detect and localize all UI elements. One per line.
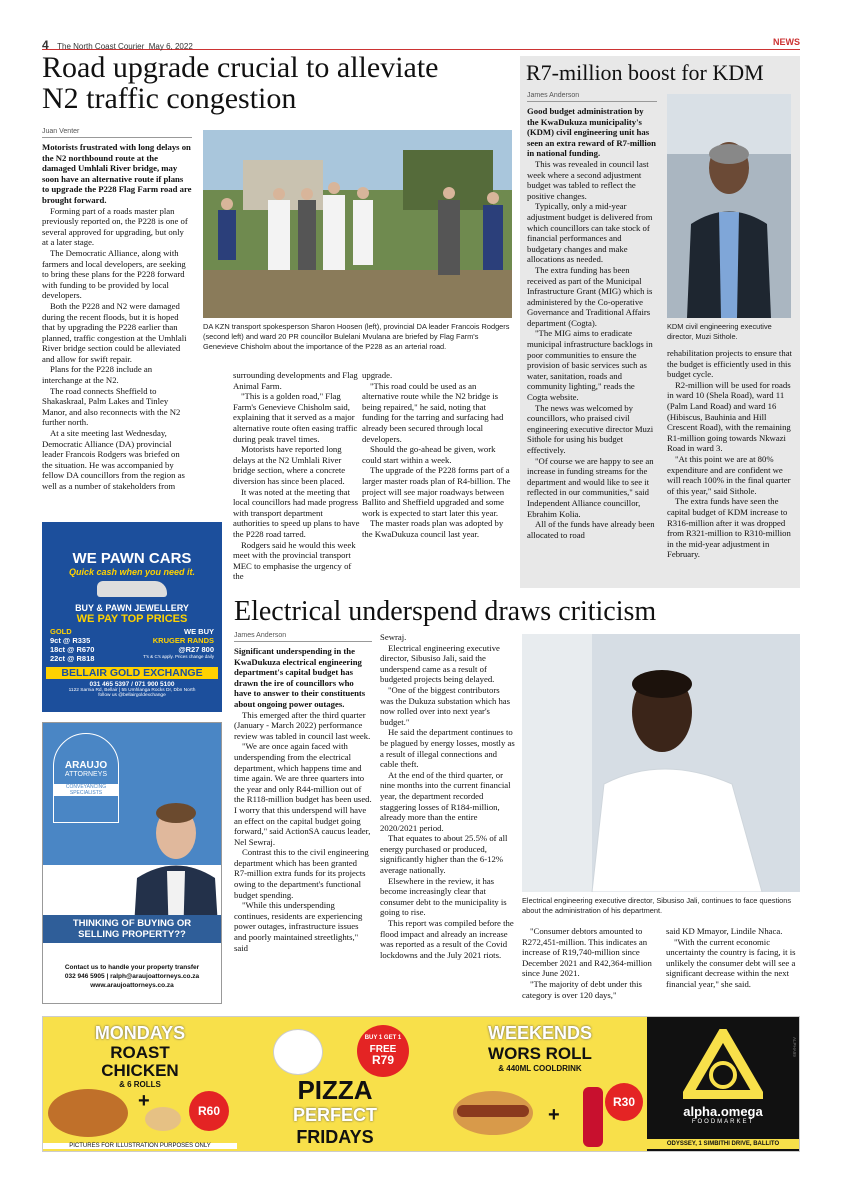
paragraph: The extra funds have seen the capital budget of KDM increase to R316-million after it was dropped from R321-million to R310-million in the mid-year adjustment in February. [667, 496, 791, 560]
paragraph: "This is a golden road," Flag Farm's Genevieve Chisholm said, explaining that it served as a major alternative route often easing traffic during peak travel times. [233, 391, 358, 444]
price-badge-r30 [605, 1083, 643, 1121]
mondays-panel [43, 1017, 237, 1152]
ad-code: ALPHA99 [792, 1037, 797, 1057]
paragraph: It was noted at the meeting that local councillors had made progress with transport department authorities to speed up plans to have the P228 road tarred. [233, 486, 360, 539]
gold-price: 18ct @ R670 [50, 645, 95, 654]
paragraph: Typically, only a mid-year adjustment budget is delivered from which councillors can take stock of financial performances and budgetary changes and make allocations as needed. [527, 201, 653, 265]
kruger-price: @R27 800 [178, 645, 214, 654]
pawn-ad-brand: BELLAIR GOLD EXCHANGE [46, 667, 218, 679]
paragraph: "At this point we are at 80% expenditure and are confident we will reach 100% in the final quarter of this year," said Sithole. [667, 453, 791, 496]
kruger-label: KRUGER RANDS [152, 636, 214, 645]
price-r30: R30 [612, 1095, 635, 1109]
mondays-label: MONDAYS [94, 1023, 186, 1043]
we-buy-label: WE BUY [184, 627, 214, 636]
araujo-headline-line: SELLING PROPERTY?? [78, 929, 186, 940]
buy1-label: BUY 1 GET 1 [364, 1035, 402, 1041]
alpha-omega-logo-icon [683, 1029, 763, 1099]
buy1-badge [357, 1025, 409, 1077]
story2-photo [667, 94, 791, 318]
story3-column-1 [234, 632, 372, 953]
weekends-label: WEEKENDS [487, 1023, 592, 1043]
pawn-ad-prices [42, 625, 222, 665]
alpha-omega-ad[interactable] [42, 1016, 800, 1152]
paragraph: All of the funds have already been allocated to road [527, 519, 655, 540]
alpha-omega-sub: FOODMARKET [691, 1119, 755, 1125]
paragraph: Motorists frustrated with long delays on the N2 northbound route at the damaged Umhlali River bridge, may soon have an alternative route if plans to upgrade the P228 Flag Farm road are brought forward. [42, 142, 192, 205]
paragraph: Should the go-ahead be given, work could start within a week. [362, 444, 496, 465]
paragraph: The extra funding has been received as part of the Municipal Infrastructure Grant (MIG) which is administered by the Co-operative Governance and Traditional Affairs department (Cogta). [527, 264, 653, 328]
chicken-label: CHICKEN [101, 1061, 179, 1080]
gold-prices [50, 627, 94, 663]
araujo-web: www.araujoattorneys.co.za [90, 982, 174, 989]
story1-headline-line1: Road upgrade crucial to alleviate [42, 51, 439, 84]
pawn-ad-address: 1122 Sarnia Rd, Bellair | 55 Umhlanga Rocks Dr, Dbn North [68, 688, 196, 693]
price-r60: R60 [197, 1104, 220, 1118]
story3-headline: Electrical underspend draws criticism [234, 596, 657, 627]
paragraph: said KD Mmayor, Lindile Nhaca. [666, 926, 783, 936]
araujo-header [43, 723, 221, 865]
chef-icon [273, 1029, 323, 1075]
story3-caption: Electrical engineering executive director, Sibusiso Jali, continues to face questions about the administration of his department. [522, 896, 792, 915]
gold-label: GOLD [50, 627, 72, 636]
paragraph: "This road could be used as an alternative route while the N2 bridge is being repaired," he said, noting that funding for the tarring and surfacing had already been secured through local developers. [362, 380, 504, 444]
araujo-tag: SPECIALISTS [54, 790, 118, 796]
paragraph: The Democratic Alliance, along with farmers and local developers, are seeking to bring these plans for the P228 forward with funding to be provided by local developers. [42, 247, 186, 301]
car-icon [97, 581, 167, 597]
alpha-omega-name: alpha.omega [683, 1104, 763, 1119]
paragraph: At a site meeting last Wednesday, Democratic Alliance (DA) provincial leader Francois Rodgers was briefed on the situation. He was accompanied by fellow DA councillors from the region as well as a number of stakeholders from [42, 428, 185, 491]
araujo-contact-line: Contact us to handle your property transfer [64, 964, 200, 971]
rolls-label: & 6 ROLLS [119, 1080, 161, 1089]
araujo-brand-sub: ATTORNEYS [64, 771, 108, 778]
pizza-label: PIZZA [297, 1075, 373, 1105]
kruger-prices [143, 627, 214, 663]
paragraph: Forming part of a roads master plan previously reported on, the P228 is one of several approved for upgrading, but only at a later stage. [42, 205, 188, 248]
price-badge-r60 [189, 1091, 229, 1131]
alpha-omega-brand-panel [647, 1017, 799, 1152]
paragraph: That equates to about 25.5% of all energy purchased or produced, significantly higher than the 6-12% average nationally. [380, 833, 508, 876]
paragraph: "While this underspending continues, residents are experiencing power outages, infrastructure issues and poorly maintained streetlights," said [234, 900, 363, 953]
section-label: NEWS [773, 37, 800, 47]
paragraph: "The majority of debt under this category is over 120 days," [522, 978, 642, 1000]
price-r79: R79 [371, 1053, 394, 1067]
paragraph: surrounding developments and Flag Animal Farm. [233, 370, 358, 391]
pizza-panel [237, 1017, 433, 1152]
pawn-ad-phones: 031 465 5397 / 071 900 5100 [89, 681, 175, 688]
illustration-note: PICTURES FOR ILLUSTRATION PURPOSES ONLY [43, 1143, 237, 1149]
story3-byline: James Anderson [234, 632, 372, 642]
story1-column-3 [362, 370, 512, 540]
story2-headline: R7-million boost for KDM [526, 60, 764, 85]
araujo-phone: 032 946 5905 | ralph@araujoattorneys.co.za [64, 973, 200, 980]
paragraph: The upgrade of the P228 forms part of a larger master roads plan of R4-billion. The project will see major roadways between Ballito and Sheffield upgraded and some work is expected to start later this year. [362, 465, 511, 518]
story2-caption: KDM civil engineering executive director, Muzi Sithole. [667, 322, 772, 341]
story3-column-2 [380, 632, 515, 960]
araujo-ad[interactable] [42, 722, 222, 1004]
paragraph: "We are once again faced with underspending from the electrical department, which happens time and time again. We are three quarters into the year and only R44-million out of the R118-million budget has been used. I worry that this underspend will have an effect on the capital budget going forward," said ActionSA caucus leader, Nel Sewraj. [234, 741, 372, 847]
paragraph: rehabilitation projects to ensure that the budget is efficiently used in this budget cycle. [667, 348, 792, 380]
story2-column-2 [667, 348, 795, 560]
story1-column-1 [42, 128, 192, 492]
paragraph: "With the current economic uncertainty the country is facing, it is unlikely the consumer debt will see a significant decrease within the next financial year," she said. [666, 936, 796, 989]
pawn-ad-social: follow us @bellairgoldexchange [98, 693, 166, 698]
svg-text:+: + [548, 1104, 560, 1126]
paragraph: At the end of the third quarter, or nine months into the current financial year, the department recorded staggering losses of R184-million, already more than the entire 2020/2021 period. [380, 769, 511, 833]
terms-text: T's & C's apply. Prices change daily [143, 654, 214, 659]
story3-photo [522, 634, 800, 892]
paragraph: Significant underspending in the KwaDukuza electrical engineering department's capital budget has drawn the ire of councillors who have to answer to their constituents about ongoing power outages. [234, 646, 366, 709]
paragraph: He said the department continues to be plagued by energy losses, mostly as a result of illegal connections and cable theft. [380, 727, 515, 770]
paragraph: Sewraj. [380, 632, 407, 642]
paragraph: Elsewhere in the review, it has become increasingly clear that consumer debt to the municipality is going to rise. [380, 875, 507, 918]
story2-column-1 [527, 92, 657, 540]
paragraph: Contrast this to the civil engineering department which has been granted R7-million extra funds for its projects owing to the department's functional budget spending. [234, 847, 369, 900]
publication-name: The North Coast Courier [57, 42, 145, 51]
portrait-photo-icon [667, 94, 791, 318]
page-number: 4 [42, 38, 49, 52]
pawn-ad-line1: BUY & PAWN JEWELLERY [75, 603, 189, 613]
paragraph: The master roads plan was adopted by the KwaDukuza council last year. [362, 518, 504, 539]
story1-photo [203, 130, 512, 318]
paragraph: R2-million will be used for roads in ward 10 (Shela Road), ward 11 (Palm Land Road) and ward 16 (Hibiscus, Bauhinia and Hill Crescent Road), with the remaining R1-million going towards Nkwazi Road in ward 3. [667, 379, 791, 454]
paragraph: This emerged after the third quarter (January - March 2022) performance review was tabled in council last week. [234, 709, 371, 741]
araujo-contact [43, 963, 221, 990]
wors-roll-label: WORS ROLL [488, 1044, 592, 1063]
araujo-headline [43, 915, 221, 943]
story1-caption: DA KZN transport spokesperson Sharon Hoosen (left), provincial DA leader Francois Rodgers (second left) and ward 20 PR councillor Bulelani Mvulana are briefed by Flag Farm's Genevieve Chisholm about the importance of the P228 as an arterial road. [203, 322, 510, 351]
paragraph: This was revealed in council last week where a second adjustment budget was tabled to reflect the positive changes. [527, 158, 649, 201]
cooldrink-label: & 440ML COOLDRINK [498, 1064, 582, 1073]
araujo-brand: ARAUJO [64, 760, 108, 771]
story1-column-2 [233, 370, 360, 582]
pawn-ad-subtitle: Quick cash when you need it. [68, 567, 196, 577]
paragraph: Plans for the P228 include an interchange at the N2. [42, 364, 153, 386]
story1-headline-line2: N2 traffic congestion [42, 82, 297, 115]
site-meeting-photo-icon [203, 130, 512, 318]
story1-byline: Juan Venter [42, 128, 192, 138]
paragraph: "Consumer debtors amounted to R272,451-million. This indicates an increase of R19,740-million since December 2021 and R42,364-million since June 2021. [522, 926, 652, 979]
paragraph: "One of the biggest contributors was the Dukuza substation which has now rolled over into next year's budget." [380, 684, 511, 727]
engineer-portrait-icon [522, 634, 800, 892]
free-label: FREE [369, 1044, 397, 1055]
svg-text:+: + [138, 1090, 150, 1112]
weekends-panel [433, 1017, 647, 1152]
pawn-ad-title: WE PAWN CARS [72, 550, 192, 567]
paragraph: "The MIG aims to eradicate municipal infrastructure backlogs in poor communities to ensure the provision of basic services such as water, sanitation, roads and community lighting," reads the Cogta website. [527, 328, 653, 403]
paragraph: Rodgers said he would this week meet with the provincial transport MEC to emphasise the urgency of the [233, 539, 356, 582]
publication-date: May 6, 2022 [148, 42, 193, 51]
fridays-label: FRIDAYS [296, 1127, 374, 1147]
story1-headline [42, 52, 522, 114]
paragraph: upgrade. [362, 370, 393, 380]
paragraph: Both the P228 and N2 were damaged during the recent floods, but it is hoped that by upgrading the P228 earlier than planned, traffic congestion at the Umhlali River bridge section could be alleviated and allow for swift repair. [42, 300, 187, 364]
paragraph: Good budget administration by the KwaDukuza municipality's (KDM) civil engineering unit has seen an extra reward of R7-million in national funding. [527, 106, 656, 159]
store-address: ODYSSEY, 1 SIMBITHI DRIVE, BALLITO [647, 1139, 799, 1149]
story2-byline: James Anderson [527, 92, 657, 102]
paragraph: Electrical engineering executive director, Sibusiso Jali, said the underspend came as a result of budgeted projects being delayed. [380, 642, 500, 685]
araujo-headline-line: THINKING OF BUYING OR [72, 918, 192, 929]
gold-price: 22ct @ R818 [50, 654, 95, 663]
perfect-label: PERFECT [292, 1105, 377, 1125]
araujo-tag: CONVEYANCING [54, 784, 118, 790]
gold-price: 9ct @ R335 [50, 636, 91, 645]
pawn-ad[interactable] [42, 522, 222, 712]
roast-label: ROAST [110, 1043, 170, 1062]
story3-column-3 [522, 926, 657, 1000]
paragraph: The road connects Sheffield to Shakaskraal, Palm Lakes and Tinley Manor, and also reconnects with the N2 further north. [42, 385, 181, 428]
paragraph: The news was welcomed by councillors, who praised civil engineering executive director Muzi Sithole for using his budget effectively. [527, 402, 654, 455]
araujo-logo [53, 733, 119, 823]
paragraph: This report was compiled before the flood impact and already an increase was reported as a result of the Covid lockdowns and the July 2021 riots. [380, 918, 514, 960]
paragraph: Motorists have reported long delays at the N2 Umhlali River bridge section, where a concrete diversion has since been placed. [233, 444, 346, 486]
page-header [42, 36, 800, 50]
story3-column-4 [666, 926, 800, 990]
pawn-ad-line2: WE PAY TOP PRICES [76, 613, 188, 625]
paragraph: "Of course we are happy to see an increase in funding streams for the department and would like to see it reflected in our communities," said Independent Alliance councillor, Ebrahim Kolia. [527, 455, 654, 519]
